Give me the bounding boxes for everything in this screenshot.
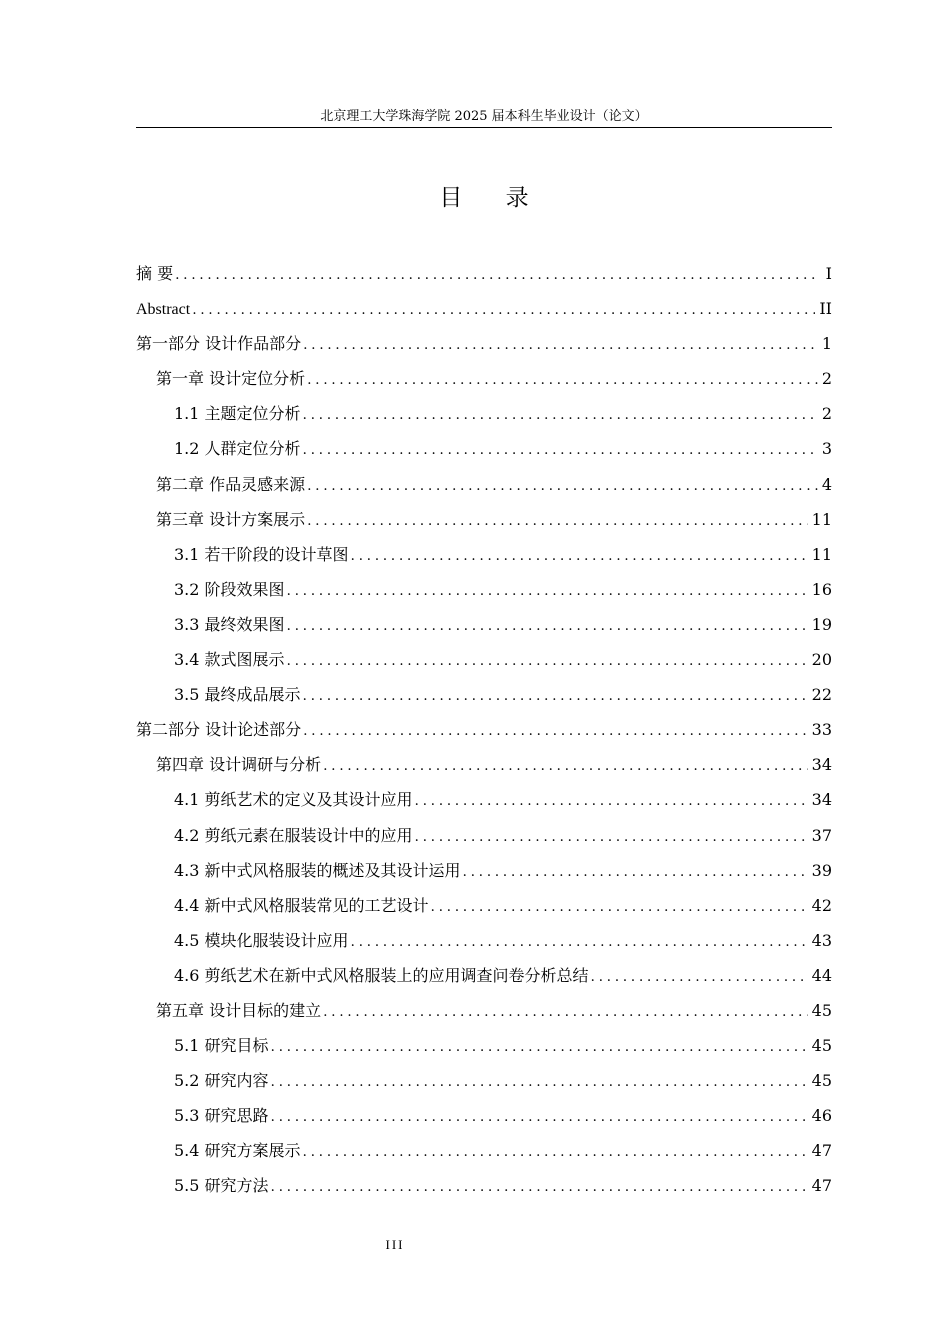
toc-entry[interactable] [136,502,832,537]
toc-dot-leader [287,574,808,609]
toc-entry-page: 1 [821,334,832,354]
toc-entry[interactable] [136,467,832,502]
toc-entry-page: II [819,299,832,319]
toc-entry-label: 第三章 设计方案展示 [156,509,306,529]
toc-entry-page: 20 [811,650,832,670]
toc-entry-label: 第二章 作品灵感来源 [156,474,306,494]
toc-entry-label: 5.2 研究内容 [174,1071,269,1091]
toc-dot-leader [271,1100,808,1135]
toc-entry[interactable] [136,818,832,853]
toc-entry[interactable] [136,326,832,361]
toc-dot-leader [303,433,818,468]
toc-entry-label: 5.5 研究方法 [174,1176,269,1196]
toc-entry-label: 3.3 最终效果图 [174,614,285,634]
toc-entry[interactable] [136,396,832,431]
toc-dot-leader [351,925,808,960]
toc-entry[interactable] [136,958,832,993]
toc-entry-page: 22 [811,685,832,705]
toc-dot-leader [271,1170,808,1205]
toc-entry-label: 3.4 款式图展示 [174,650,285,670]
toc-entry-page: 45 [811,1036,832,1056]
toc-dot-leader [431,890,808,925]
toc-entry[interactable] [136,1098,832,1133]
toc-entry[interactable] [136,923,832,958]
toc-entry-label: 第二部分 设计论述部分 [136,720,302,740]
toc-entry-page: 43 [811,930,832,950]
toc-entry-label: 4.4 新中式风格服装常见的工艺设计 [174,895,429,915]
toc-entry[interactable] [136,782,832,817]
toc-entry[interactable] [136,572,832,607]
page-title: 目 录 [439,185,547,211]
toc-entry-label: 4.2 剪纸元素在服装设计中的应用 [174,825,413,845]
toc-entry-label: 第一章 设计定位分析 [156,369,306,389]
toc-entry-page: 37 [811,825,832,845]
toc-entry[interactable] [136,256,832,291]
toc-dot-leader [287,609,808,644]
toc-entry-label: 3.2 阶段效果图 [174,579,285,599]
table-of-contents [136,256,832,1204]
toc-entry[interactable] [136,291,832,326]
toc-entry-page: 16 [811,579,832,599]
toc-entry[interactable] [136,1168,832,1203]
toc-dot-leader [307,363,818,398]
toc-entry-page: 47 [811,1141,832,1161]
toc-entry-label: Abstract [136,301,191,319]
toc-dot-leader [192,293,815,328]
toc-entry-page: 2 [821,369,832,389]
toc-entry[interactable] [136,677,832,712]
toc-entry-label: 1.2 人群定位分析 [174,439,301,459]
toc-entry-page: 47 [811,1176,832,1196]
toc-entry-label: 第五章 设计目标的建立 [156,1000,322,1020]
toc-dot-leader [323,995,808,1030]
toc-entry-page: 4 [821,474,832,494]
toc-entry[interactable] [136,993,832,1028]
toc-dot-leader [323,749,808,784]
toc-entry-label: 摘 要 [136,264,174,283]
toc-entry-page: 46 [811,1106,832,1126]
toc-dot-leader [351,539,808,574]
toc-entry[interactable] [136,537,832,572]
running-header: 北京理工大学珠海学院 2025 届本科生毕业设计（论文） [320,109,648,124]
toc-dot-leader [271,1030,808,1065]
toc-entry-page: 34 [811,790,832,810]
toc-entry[interactable] [136,431,832,466]
toc-entry[interactable] [136,747,832,782]
toc-dot-leader [307,504,808,539]
toc-entry-label: 5.3 研究思路 [174,1106,269,1126]
toc-dot-leader [415,820,808,855]
toc-entry-label: 5.4 研究方案展示 [174,1141,301,1161]
toc-entry[interactable] [136,1028,832,1063]
toc-dot-leader [591,960,808,995]
page-number: III [385,1237,405,1252]
header-rule [136,127,832,128]
toc-entry[interactable] [136,1133,832,1168]
toc-entry-label: 1.1 主题定位分析 [174,404,301,424]
toc-entry-label: 第四章 设计调研与分析 [156,755,322,775]
toc-dot-leader [303,1135,808,1170]
toc-entry-label: 4.3 新中式风格服装的概述及其设计运用 [174,860,461,880]
toc-dot-leader [307,469,818,504]
toc-entry-label: 5.1 研究目标 [174,1036,269,1056]
toc-entry-page: 42 [811,895,832,915]
toc-entry-page: 3 [821,439,832,459]
toc-entry[interactable] [136,642,832,677]
toc-entry-page: I [825,264,832,283]
toc-dot-leader [463,855,808,890]
toc-entry-label: 3.1 若干阶段的设计草图 [174,544,349,564]
toc-entry-page: 2 [821,404,832,424]
toc-entry-page: 11 [811,509,832,529]
toc-entry-page: 33 [811,720,832,740]
toc-dot-leader [175,258,818,293]
toc-entry-page: 19 [811,614,832,634]
toc-dot-leader [415,784,808,819]
toc-dot-leader [303,679,808,714]
toc-entry-page: 34 [811,755,832,775]
toc-entry[interactable] [136,1063,832,1098]
toc-dot-leader [303,328,818,363]
toc-entry[interactable] [136,361,832,396]
toc-entry-label: 4.1 剪纸艺术的定义及其设计应用 [174,790,413,810]
toc-dot-leader [303,398,818,433]
toc-entry-label: 第一部分 设计作品部分 [136,334,302,354]
toc-entry[interactable] [136,712,832,747]
toc-entry-label: 4.5 模块化服装设计应用 [174,930,349,950]
toc-dot-leader [287,644,808,679]
toc-entry-label: 4.6 剪纸艺术在新中式风格服装上的应用调查问卷分析总结 [174,965,589,985]
toc-entry-page: 39 [811,860,832,880]
toc-dot-leader [271,1065,808,1100]
toc-entry-page: 45 [811,1071,832,1091]
toc-entry[interactable] [136,888,832,923]
toc-entry-label: 3.5 最终成品展示 [174,685,301,705]
toc-entry[interactable] [136,853,832,888]
toc-dot-leader [303,714,808,749]
toc-entry[interactable] [136,607,832,642]
toc-entry-page: 45 [811,1000,832,1020]
toc-entry-page: 11 [811,544,832,564]
toc-entry-page: 44 [811,965,832,985]
